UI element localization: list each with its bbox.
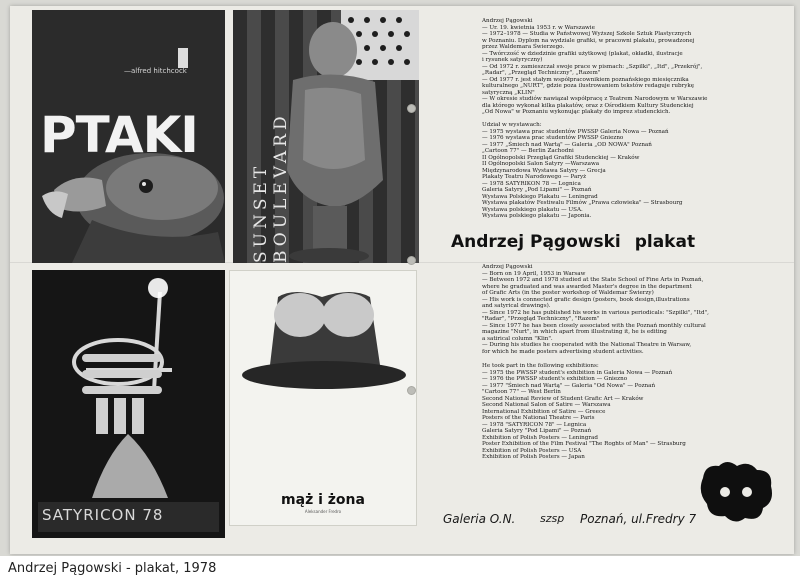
poster-maz-i-zona bbox=[229, 270, 417, 526]
poster-sunset-boulevard bbox=[233, 10, 419, 263]
poster-ptaki bbox=[32, 10, 225, 263]
footer-gallery: Galeria O.N. bbox=[443, 512, 516, 526]
on-logo bbox=[697, 456, 777, 526]
polish-exhibitions: Udział w wystawach: — 1975 wystawa prac studentów PWSSP Galeria Nowa — Poznań — 1976 wystawa prac studentów PWSSP Gniezno — 1977 „Śmiech nad Wartą" — Galeria „OD NOWA" Poznań „Cartoon 77" — Berlin Zachodni II Ogólnopolski Przegląd Grafiki Studenckiej — Kraków II Ogólnopolski Salon Satyry —Warszawa Międzynarodowa Wystawa Satyry — Grecja Plakaty Teatru Narodowego — Paryż — 1978 SATYRIKON 78 — Legnica Galeria Satyry „Pod Lipami" — Poznań Wystawa Polskiego Plakatu — Leningrad Wystawa plakatów Festiwalu Filmów „Prawa człowieka" — Strasbourg Wystawa polskiego plakatu — USA. Wystawa polskiego plakatu — Japonia. bbox=[482, 122, 683, 219]
poster-maz-i-zona-subtitle: Aleksander Fredro bbox=[304, 509, 342, 514]
image-caption: Andrzej Pągowski - plakat, 1978 bbox=[8, 561, 217, 576]
punch-hole bbox=[407, 256, 416, 265]
punch-hole bbox=[407, 104, 416, 113]
polish-bio: Andrzej Pągowski — Ur. 19. kwietnia 1953 r. w Warszawie — 1972–1978 — Studia w Państwowej Wyższej Szkole Sztuk Plastycznych w Poznaniu. Dyplom na wydziale grafiki, w pracowni plakatu, prowadzonej przez Waldemara Świerzego. — Twórczość w dziedzinie grafiki użytkowej (plakat, okładki, ilustracje i rysunek satyryczny) — Od 1972 r. zamieszczał swoje prace w pismach: „Szpilki", „Itd", „Przekrój", „Radar", „Przegląd Techniczny", „Razem" — Od 1977 r. jest stałym współpracownikiem poznańskiego miesięcznika kulturalnego „NURT", gdzie poza ilustrowaniem tekstów redaguje rubrykę satyryczną „KLIN" — W okresie studiów nawiązał współpracę z Teatrem Narodowym w Warszawie dla którego wykonał kilka plakatów, oraz z Ośrodkiem Kultury Studenckiej „Od Nowa" w Poznaniu wykonując plakaty do imprez studenckich. bbox=[482, 18, 708, 115]
english-bio: Andrzej Pągowski — Born on 19 April, 1953 in Warsaw — Between 1972 and 1978 studied at the State School of Fine Arts in Poznań, where he graduated and was awarded Master's degree in the department of Grafic Arts (in the poster workshop of Waldemar Świerzy) — His work is connected grafic design (posters, book design,illustrations and satyrical drawings). — Since 1972 he has published his works in various periodicals: "Szpilki", "Itd", "Radar", "Przegląd Techniczny", "Razem" — Since 1977 he has been closely associated with the Poznań monthly cultural magazine "Nurt", in which apart from illustrating it, he is editing a satirical column "Klin". — During his studies he cooperated with the National Theatre in Warsaw, for which he made posters advertising student activities. bbox=[482, 264, 709, 355]
poster-satyricon-title: SATYRICON 78 bbox=[42, 506, 164, 524]
punch-hole bbox=[407, 386, 416, 395]
poster-satyricon bbox=[32, 270, 225, 538]
poster-maz-i-zona-title: mąż i żona bbox=[281, 492, 365, 508]
poster-ptaki-title: PTAKI bbox=[40, 106, 198, 164]
footer-org: szsp bbox=[540, 512, 565, 525]
leaflet-heading bbox=[451, 232, 695, 252]
poster-sunset-title: SUNSET BOULEVARD bbox=[251, 112, 291, 263]
heading-name: Andrzej Pągowski bbox=[451, 232, 621, 252]
poster-ptaki-credit: —alfred hitchcock bbox=[124, 67, 187, 75]
english-exhibitions: He took part in the following exhibitions: — 1975 the PWSSP student's exhibition in Galeria Nowa — Poznań — 1976 the PWSSP student's exhibition — Gniezno — 1977 "Śmiech nad Wartą" — Galeria "Od Nowa" — Poznań "Cartoon 77" — West Berlin Second National Review of Student Grafic Art — Kraków Second National Salon of Satire — Warszawa International Exhibition of Satire — Greece Posters of the National Theatre — Paris — 1978 "SATYRICON 78" — Legnica Galeria Satyry "Pod Lipami" — Poznań Exhibition of Polish Posters — Leningrad Poster Exhibition of the Film Festival "The Roghts of Man" — Strasburg Exhibition of Polish Posters — USA Exhibition of Polish Posters — Japan bbox=[482, 363, 686, 460]
footer-address: Poznań, ul.Fredry 7 bbox=[580, 512, 697, 526]
top-hat-illustration bbox=[230, 271, 416, 491]
trumpet-illustration bbox=[32, 270, 225, 538]
heading-word: plakat bbox=[634, 232, 696, 252]
